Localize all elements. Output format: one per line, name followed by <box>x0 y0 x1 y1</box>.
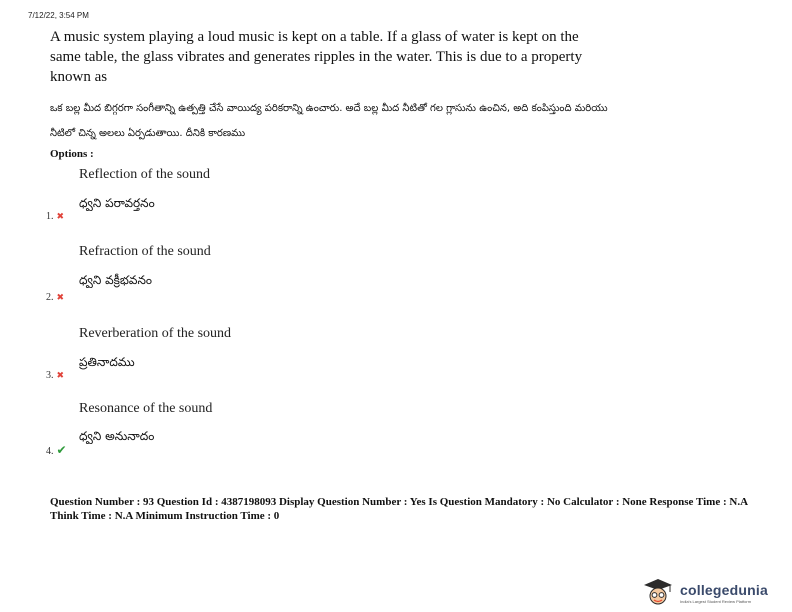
question-text-english: A music system playing a loud music is kept on a table. If a glass of water is kept on the same table, the glass vibrates and generates ripples in the water. This is due to a property known as <box>50 29 583 85</box>
brand-name: collegedunia <box>680 582 768 598</box>
option-3-text-english: Reverberation of the sound <box>79 326 232 341</box>
option-1-number: 1. <box>46 211 54 222</box>
print-timestamp: 7/12/22, 3:54 PM <box>28 11 89 20</box>
wrong-mark-icon: ✖ <box>56 371 65 381</box>
question-metadata: Question Number : 93 Question Id : 4387198093 Display Question Number : Yes Is Question Mandatory : No Calculator : None Response Time : N.A Think Time : N.A Minimum Instruction Time : 0 <box>50 496 748 522</box>
option-4-text-english: Resonance of the sound <box>79 401 213 416</box>
option-2-text-telugu: ధ్వని వక్రీభవనం <box>79 273 152 287</box>
option-2-text-english: Refraction of the sound <box>79 244 211 259</box>
option-3-number: 3. <box>46 370 54 381</box>
correct-check-icon: ✔ <box>56 443 67 457</box>
option-4-text-telugu: ధ్వని అనునాదం <box>79 429 155 443</box>
wrong-mark-icon: ✖ <box>56 212 65 222</box>
option-4-number: 4. <box>46 446 54 457</box>
graduate-mascot-icon <box>640 577 676 607</box>
option-1-text-telugu: ధ్వని పరావర్తనం <box>79 196 155 210</box>
brand-watermark <box>640 577 790 607</box>
option-2-marker <box>46 292 64 303</box>
option-4-marker <box>46 443 67 457</box>
options-label: Options : <box>50 148 94 160</box>
option-1-text-english: Reflection of the sound <box>79 167 211 182</box>
option-2-number: 2. <box>46 292 54 303</box>
option-1-marker <box>46 211 64 222</box>
brand-tagline: India's Largest Student Review Platform <box>680 599 752 604</box>
option-3-text-telugu: ప్రతినాదము <box>79 355 135 369</box>
question-text-telugu: ఒక బల్ల మీద బిగ్గరగా సంగీతాన్ని ఉత్పత్తి చేసే వాయిద్య పరికరాన్ని ఉంచారు. అదే బల్ల మీద నీటితో గల గ్లాసును ఉంచిన, అది కంపిస్తుంది మరియు నీటిలో చిన్న అలలు ఏర్పడుతాయి. దీనికి కారణము <box>50 103 608 139</box>
option-3-marker <box>46 370 64 381</box>
wrong-mark-icon: ✖ <box>56 293 65 303</box>
